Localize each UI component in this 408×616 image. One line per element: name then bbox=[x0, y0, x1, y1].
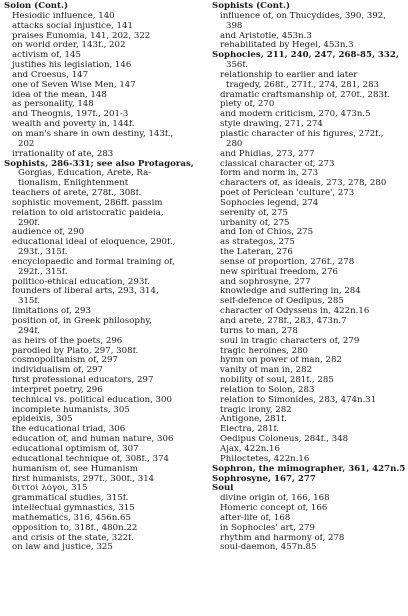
index-heading: Sophrosyne, 167, 277 bbox=[212, 474, 316, 484]
index-entry: plastic character of his figures, 272f., bbox=[220, 129, 384, 139]
index-entry: tragic irony, 282 bbox=[220, 405, 292, 415]
index-entry: in Sophocles' art, 279 bbox=[220, 523, 315, 533]
index-entry: characters of, as ideals, 273, 278, 280 bbox=[220, 179, 387, 189]
index-entry: rehabilitated by Hegel, 453n.3 bbox=[220, 41, 354, 51]
index-entry: urbanity of, 275 bbox=[220, 218, 290, 228]
index-entry: cosmopolitanism of, 297 bbox=[12, 356, 118, 366]
index-entry: parodied by Plato, 297, 308f. bbox=[12, 346, 139, 356]
index-entry: irrationality of atē, 283 bbox=[12, 149, 114, 159]
index-entry: tragedy, 268f., 271f., 274, 281, 283 bbox=[226, 80, 380, 90]
index-entry: opposition to, 318f., 480n.22 bbox=[12, 523, 138, 533]
index-entry: 293f., 315f. bbox=[18, 248, 68, 258]
index-entry: 280 bbox=[226, 139, 243, 149]
index-entry: the Lateran, 276 bbox=[220, 248, 293, 258]
index-entry: and Croesus, 147 bbox=[12, 70, 89, 80]
index-column-left bbox=[4, 2, 204, 553]
index-entry: and aretē, 278f., 283, 473n.7 bbox=[220, 317, 347, 326]
index-entry: Hesiodic influence, 140 bbox=[12, 11, 115, 21]
index-entry: 294f. bbox=[18, 326, 41, 336]
index-entry: first humanists, 297f., 300f., 314 bbox=[12, 474, 155, 484]
index-entry: sense of proportion, 276f., 278 bbox=[220, 257, 355, 267]
index-heading: Solon (Cont.) bbox=[4, 2, 69, 11]
index-entry: self-defence of Oedipus, 285 bbox=[220, 297, 344, 307]
index-entry: and modern criticism, 270, 473n.5 bbox=[220, 110, 371, 120]
index-entry: on man's share in own destiny, 143f., bbox=[12, 129, 174, 139]
index-entry: Gorgias, Education, Aretē, Ra- bbox=[18, 169, 152, 179]
index-entry: and Ion of Chios, 275 bbox=[220, 228, 314, 238]
index-entry: incomplete humanists, 305 bbox=[12, 405, 130, 415]
index-entry: technical vs. political education, 300 bbox=[12, 395, 172, 405]
index-entry: 315f. bbox=[18, 297, 41, 307]
index-entry: tionalism, Enlightenment bbox=[18, 179, 129, 189]
index-entry: relation to old aristocratic paideia, bbox=[12, 208, 164, 218]
index-entry: on law and justice, 325 bbox=[12, 543, 113, 553]
index-entry: first professional educators, 297 bbox=[12, 376, 154, 386]
index-entry: limitations of, 293 bbox=[12, 307, 91, 317]
index-entry: audience of, 290 bbox=[12, 228, 85, 238]
index-entry: rhythm and harmony of, 278 bbox=[220, 533, 345, 543]
index-entry: attacks social injustice, 141 bbox=[12, 21, 133, 31]
index-entry: mathematics, 316, 456n.65 bbox=[12, 513, 131, 523]
index-entry: 398 bbox=[226, 21, 243, 31]
index-entry: new spiritual freedom, 276 bbox=[220, 267, 338, 277]
index-heading: Sophists (Cont.) bbox=[212, 2, 291, 11]
index-entry: Oedipus Coloneus, 284f., 348 bbox=[220, 435, 349, 445]
index-entry: turns to man, 278 bbox=[220, 326, 298, 336]
index-entry: piety of, 270 bbox=[220, 100, 275, 110]
index-entry: and Aristotle, 453n.3 bbox=[220, 31, 312, 41]
index-entry: classical character of, 273 bbox=[220, 159, 335, 169]
index-entry: position of, in Greek philosophy, bbox=[12, 317, 152, 326]
index-entry: educational technique of, 308f., 374 bbox=[12, 454, 169, 464]
index-entry: soul-daemon, 457n.85 bbox=[220, 543, 317, 553]
index-entry: and Theognis, 197f., 201-3 bbox=[12, 110, 129, 120]
index-entry: knowledge and suffering in, 284 bbox=[220, 287, 361, 297]
index-entry: individualism of, 297 bbox=[12, 366, 103, 376]
index-entry: intellectual gymnastics, 315 bbox=[12, 504, 135, 514]
index-entry: hymn on power of man, 282 bbox=[220, 356, 342, 366]
index-entry: grammatical studies, 315f. bbox=[12, 494, 129, 504]
index-entry: encyclopaedic and formal training of, bbox=[12, 257, 175, 267]
index-entry: one of Seven Wise Men, 147 bbox=[12, 80, 136, 90]
index-entry: 290f. bbox=[18, 218, 41, 228]
index-entry: after-life of, 168 bbox=[220, 513, 291, 523]
index-entry: nobility of soul, 281f., 285 bbox=[220, 376, 334, 386]
index-entry: on world order, 143f., 202 bbox=[12, 41, 126, 51]
index-entry: vanity of man in, 282 bbox=[220, 366, 313, 376]
index-entry: διττοὶ λόγοι, 315 bbox=[12, 484, 88, 494]
index-heading: Sophocles, 211, 240, 247, 268-85, 332, bbox=[212, 51, 399, 61]
index-entry: wealth and poverty in, 144f. bbox=[12, 120, 135, 130]
index-entry: Ajax, 422n.16 bbox=[220, 444, 280, 454]
index-entry: relation to Solon, 283 bbox=[220, 385, 315, 395]
index-entry: and sophrosyne, 277 bbox=[220, 277, 311, 287]
index-entry: character of Odysseus in, 422n.16 bbox=[220, 307, 370, 317]
index-entry: tragic heroines, 280 bbox=[220, 346, 309, 356]
index-entry: teachers of aretē, 278f., 308f. bbox=[12, 189, 142, 199]
index-entry: serenity of, 275 bbox=[220, 208, 288, 218]
index-entry: 202 bbox=[18, 139, 35, 149]
index-entry: relationship to earlier and later bbox=[220, 70, 358, 80]
index-entry: and Phidias, 273, 277 bbox=[220, 149, 315, 159]
index-entry: as heirs of the poets, 296 bbox=[12, 336, 123, 346]
index-entry: praises Eunomia, 141, 202, 322 bbox=[12, 31, 151, 41]
index-entry: poet of Periclean 'culture', 273 bbox=[220, 189, 355, 199]
index-heading: Soul bbox=[212, 484, 234, 494]
index-entry: Antigone, 281f. bbox=[220, 415, 287, 425]
index-entry: dramatic craftsmanship of, 270f., 283f. bbox=[220, 90, 390, 100]
index-entry: soul in tragic characters of, 279 bbox=[220, 336, 360, 346]
index-entry: as personality, 148 bbox=[12, 100, 94, 110]
index-column-right bbox=[212, 2, 406, 553]
index-entry: Homeric concept of, 166 bbox=[220, 504, 328, 514]
index-entry: humanism of, see Humanism bbox=[12, 464, 138, 474]
index-entry: educational ideal of eloquence, 290f., bbox=[12, 238, 176, 248]
index-entry: epideixis, 305 bbox=[12, 415, 73, 425]
index-entry: relation to Simonides, 283, 474n.31 bbox=[220, 395, 377, 405]
index-heading: Sophron, the mimographer, 361, 427n.5 bbox=[212, 464, 406, 474]
index-entry: education of, and human nature, 306 bbox=[12, 435, 174, 445]
index-entry: style drawing, 271, 274 bbox=[220, 120, 323, 130]
index-entry: Philoctetes, 422n.16 bbox=[220, 454, 310, 464]
index-heading: Sophists, 286-331; see also Protagoras, bbox=[4, 159, 194, 169]
index-entry: 292f., 315f. bbox=[18, 267, 68, 277]
index-entry: influence of, on Thucydides, 390, 392, bbox=[220, 11, 386, 21]
index-entry: idea of the mean, 148 bbox=[12, 90, 107, 100]
index-entry: politico-ethical education, 293f. bbox=[12, 277, 150, 287]
index-entry: justifies his legislation, 146 bbox=[12, 61, 132, 71]
index-entry: and crisis of the state, 322f. bbox=[12, 533, 134, 543]
index-entry: educational optimism of, 307 bbox=[12, 444, 139, 454]
index-entry: as strategos, 275 bbox=[220, 238, 295, 248]
index-entry: activism of, 145 bbox=[12, 51, 81, 61]
index-entry: Electra, 281f. bbox=[220, 425, 280, 435]
index-entry: interpret poetry, 296 bbox=[12, 385, 103, 395]
index-entry: 356f. bbox=[226, 61, 249, 71]
index-entry: the educational triad, 306 bbox=[12, 425, 126, 435]
index-entry: form and norm in, 273 bbox=[220, 169, 319, 179]
index-entry: divine origin of, 166, 168 bbox=[220, 494, 330, 504]
index-entry: founders of liberal arts, 293, 314, bbox=[12, 287, 159, 297]
index-entry: Sophocles legend, 274 bbox=[220, 198, 319, 208]
index-entry: sophistic movement, 286ff. passim bbox=[12, 198, 163, 208]
